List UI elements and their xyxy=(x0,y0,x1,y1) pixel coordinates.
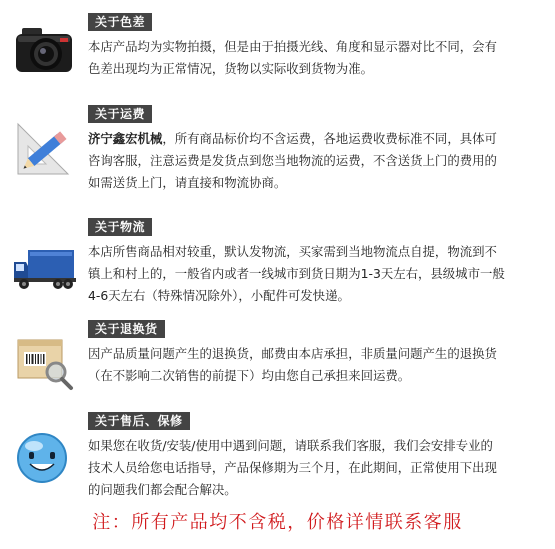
section-body xyxy=(88,343,540,387)
body-line: 的问题我们都会配合解决。 xyxy=(88,482,237,497)
body-line: 如需送货上门，请直接和物流协商。 xyxy=(88,175,287,190)
package-barcode-icon xyxy=(12,332,76,396)
body-line: 镇上和村上的，一般省内或者一线城市到货日期为1-3天左右，县级城市一般 xyxy=(88,266,505,281)
section-title: 关于售后、保修 xyxy=(88,412,190,430)
body-line: 因产品质量问题产生的退换货，邮费由本店承担，非质量问题产生的退换货 xyxy=(88,346,497,361)
body-line xyxy=(88,128,540,150)
body-line: 色差出现均为正常情况，货物以实际收到货物为准。 xyxy=(88,61,373,76)
footer-notice: 注：所有产品均不含税，价格详情联系客服 xyxy=(92,512,463,533)
truck-icon xyxy=(12,246,76,310)
section-title: 关于运费 xyxy=(88,105,152,123)
section-title: 关于退换货 xyxy=(88,320,165,338)
smiley-support-icon xyxy=(12,430,76,494)
section-body xyxy=(88,435,540,501)
camera-icon xyxy=(12,22,76,86)
company-name: 济宁鑫宏机械 xyxy=(88,131,163,146)
section-title: 关于色差 xyxy=(88,13,152,31)
body-line: 如果您在收货/安装/使用中遇到问题，请联系我们客服，我们会安排专业的 xyxy=(88,438,493,453)
body-line: 4-6天左右（特殊情况除外），小配件可发快递。 xyxy=(88,288,350,303)
section-body xyxy=(88,241,540,307)
pencil-ruler-icon xyxy=(12,118,76,182)
section-body xyxy=(88,128,540,194)
section-title: 关于物流 xyxy=(88,218,152,236)
body-line-text: ，所有商品标价均不含运费，各地运费收费标准不同，具体可 xyxy=(162,131,497,146)
body-line: 技术人员给您电话指导，产品保修期为三个月，在此期间，正常使用下出现 xyxy=(88,460,497,475)
body-line: （在不影响二次销售的前提下）均由您自己承担来回运费。 xyxy=(88,368,411,383)
body-line: 咨询客服，注意运费是发货点到您当地物流的运费，不含送货上门的费用的 xyxy=(88,153,497,168)
body-line: 本店所售商品相对较重，默认发物流，买家需到当地物流点自提，物流到不 xyxy=(88,244,497,259)
body-line: 本店产品均为实物拍摄，但是由于拍摄光线、角度和显示器对比不同，会有 xyxy=(88,39,497,54)
section-body xyxy=(88,36,540,80)
